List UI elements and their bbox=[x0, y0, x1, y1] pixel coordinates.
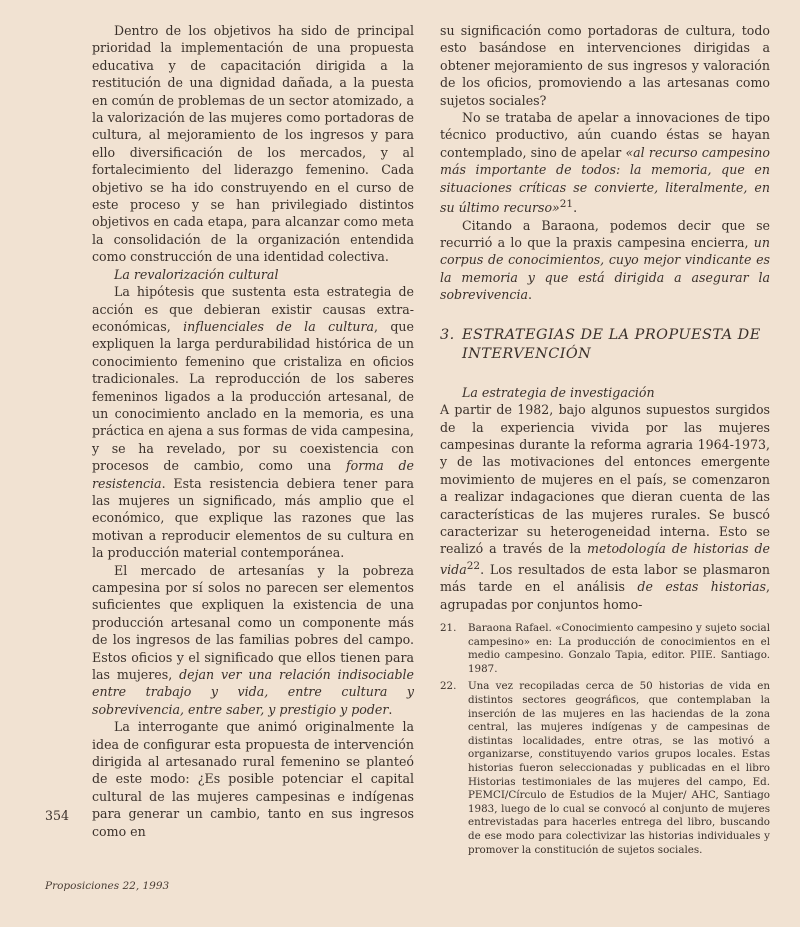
footnote-21: 21. Baraona Rafael. «Conocimiento campesino y sujeto social campesino» en: La producción de conocimientos en el medio campesino. Gonzalo Tapia, editor. PIIE. Santiago. 1987. bbox=[440, 622, 770, 675]
left-paragraph-2: La hipótesis que sustenta esta estrategia de acción es que debieran existir causas extra-económicas, influenciales de la cultura, que expliquen la larga perdurabilidad histórica de un conocimiento femenino que cristaliza en oficios tradicionales. La reproducción de los saberes femeninos ligados a la producción artesanal, de un conocimiento anclado en la memoria, es una práctica en ajena a sus formas de vida campesina, y se ha revelado, por su coexistencia con procesos de cambio, como una forma de resistencia. Esta resistencia debiera tener para las mujeres un significado, más amplio que el económico, que explique las razones que las motivan a reproducir elementos de su cultura en la producción material contemporánea. bbox=[92, 284, 414, 561]
subhead-revalorizacion: La revalorización cultural bbox=[114, 266, 279, 282]
right-paragraph-1: su significación como portadoras de cultura, todo esto basándose en intervenciones dirigidas a obtener mejoramiento de sus ingresos y valoración de los oficios, promoviendo a las artesanas como sujetos sociales? bbox=[440, 23, 770, 108]
page-footer: Proposiciones 22, 1993 bbox=[45, 880, 170, 892]
footnote-22: 22. Una vez recopiladas cerca de 50 historias de vida en distintos sectores geográficos, que contemplaban la inserción de las mujeres en las haciendas de la zona central, las mujeres indígenas y de campesinas de distintas localidades, entre otras, se las motivó a organizarse, constituyendo varios grupos locales. Estas historias fueron seleccionadas y publicadas en el libro Historias testimoniales de las mujeres del campo, Ed. PEMCI/Círculo de Estudios de la Mujer/ AHC, Santiago 1983, luego de lo cual se convocó al conjunto de mujeres entrevistadas para hacerles entrega del libro, buscando de ese modo para colectivizar las historias individuales y promover la constitución de sujetos sociales. bbox=[440, 680, 770, 856]
left-paragraph-1: Dentro de los objetivos ha sido de principal prioridad la implementación de una propuesta educativa y de capacitación dirigida a la restitución de una dignidad dañada, a la puesta en común de problemas de un sector atomizado, a la valorización de las mujeres como portadoras de cultura, al mejoramiento de los ingresos y para ello diversificación de los mercados, y al fortalecimiento del liderazgo femenino. Cada objetivo se ha ido construyendo en el curso de este proceso y se han privilegiado distintos objetivos en cada etapa, para alcanzar como meta la consolidación de la organización entendida como construcción de una identidad colectiva. bbox=[92, 23, 414, 265]
right-paragraph-4: A partir de 1982, bajo algunos supuestos surgidos de la experiencia vivida por las mujeres campesinas durante la reforma agraria 1964-1973, y de las motivaciones del entonces emergente movimiento de mujeres en el país, se comenzaron a realizar indagaciones que dieran cuenta de las características de las mujeres rurales. Se buscó caracterizar su heterogeneidad interna. Esto se realizó a través de la metodología de historias de vida$^{22}$. Los resultados de esta labor se plasmaron más tarde en el análisis de estas historias, agrupadas por conjuntos homo- bbox=[440, 402, 771, 612]
right-paragraph-3: Citando a Baraona, podemos decir que se recurrió a lo que la praxis campesina encierra, un corpus de conocimientos, cuyo mejor vindicante es la memoria y que está dirigida a asegurar la sobrevivencia. bbox=[440, 217, 770, 303]
footnotes bbox=[440, 622, 770, 861]
left-paragraph-4: La interrogante que animó originalmente la idea de configurar esta propuesta de intervención dirigida al artesanado rural femenino se planteó de este modo: ¿Es posible potenciar el capital cultural de las mujeres campesinas e indígenas para generar un cambio, tanto en sus ingresos como en bbox=[92, 719, 414, 839]
left-paragraph-3: El mercado de artesanías y la pobreza campesina por sí solos no parecen ser elementos suficientes que expliquen la existencia de una producción artesanal como un componente más de los ingresos de las familias pobres del campo. Estos oficios y el significado que ellos tienen para las mujeres, dejan ver una relación indisociable entre trabajo y vida, entre cultura y sobrevivencia, entre saber, y prestigio y poder. bbox=[92, 562, 415, 717]
page-number: 354 bbox=[45, 808, 70, 823]
footnote-ref-21: 21 bbox=[559, 198, 574, 211]
footnote-ref-22: 22 bbox=[466, 559, 481, 572]
left-column bbox=[92, 22, 414, 840]
subhead-investigacion: La estrategia de investigación bbox=[462, 384, 655, 400]
right-paragraph-2: No se trataba de apelar a innovaciones de tipo técnico productivo, aún cuando éstas se hayan contemplado, sino de apelar «al recurso campesino más importante de todos: la memoria, que en situaciones críticas se convierte, literalmente, en su último recurso»$^{21}$. bbox=[440, 110, 770, 216]
section-title: 3. ESTRATEGIAS DE LA PROPUESTA DE INTERVENCIÓN bbox=[440, 326, 761, 362]
right-column bbox=[440, 22, 770, 613]
